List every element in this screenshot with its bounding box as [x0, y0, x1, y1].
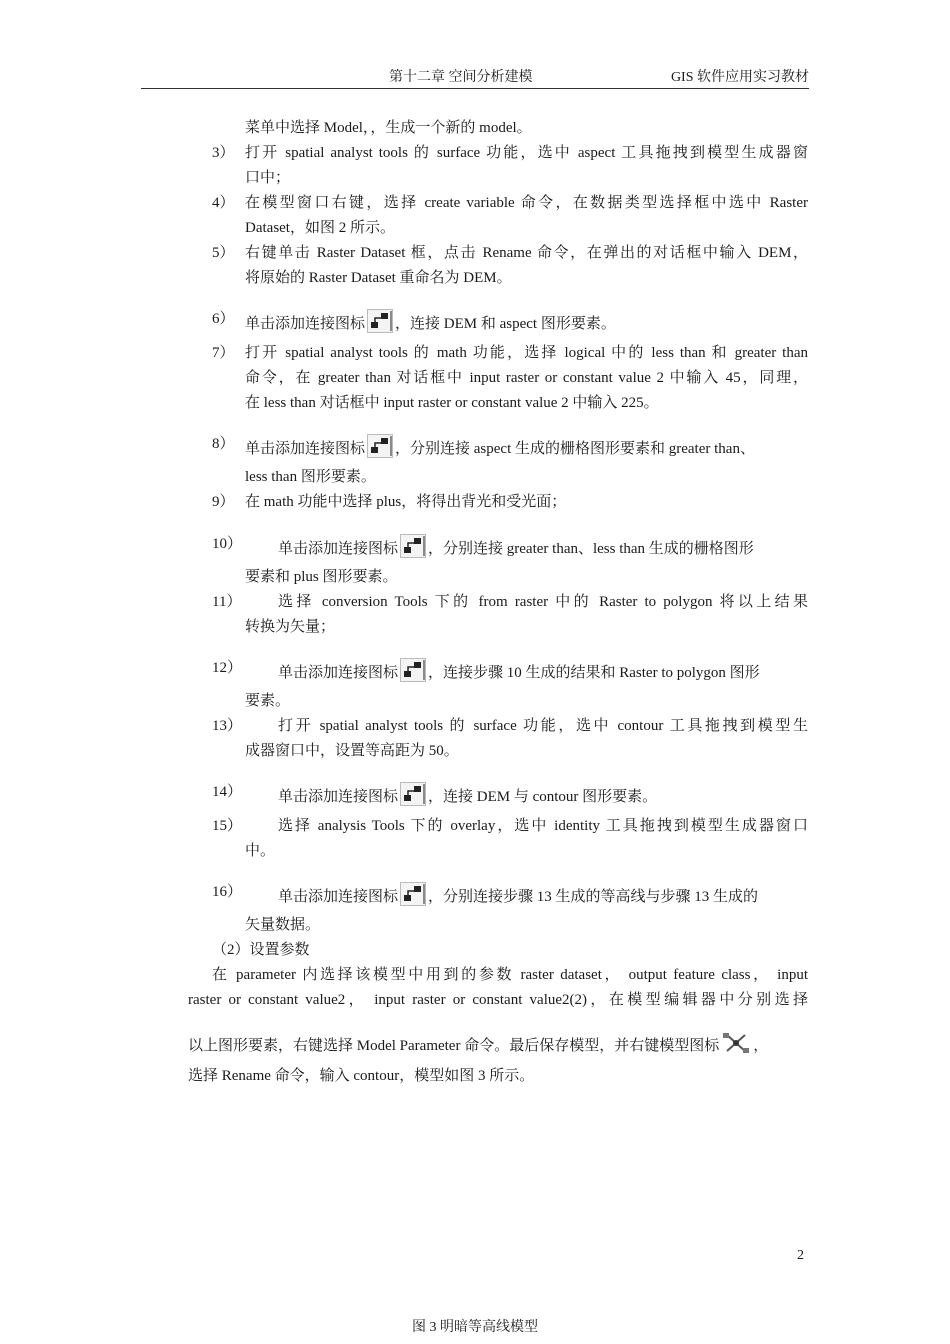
text-line: 转换为矢量；: [245, 619, 336, 635]
text-line: Dataset，如图 2 所示。: [245, 220, 395, 236]
step-number: 5）: [212, 245, 235, 261]
text-line: 在 less than 对话框中 input raster or constant value 2 中输入 225。: [245, 395, 659, 411]
text-line: 要素和 plus 图形要素。: [245, 569, 398, 585]
text-line: 选择 Rename 命令，输入 contour，模型如图 3 所示。: [188, 1068, 535, 1084]
text-segment: ，连接步骤 10 生成的结果和 Raster to polygon 图形: [428, 665, 760, 681]
step-number: 9）: [212, 494, 235, 510]
text-line: less than 图形要素。: [245, 469, 376, 485]
text-line: 成器窗口中，设置等高距为 50。: [245, 743, 459, 759]
text-line: [245, 309, 616, 334]
text-segment: 以上图形要素，右键选择 Model Parameter 命令。最后保存模型，并右键模型图标: [188, 1038, 720, 1054]
text-line: [188, 1031, 768, 1056]
text-line: 在模型窗口右键，选择 create variable 命令，在数据类型选择框中选中 Raster: [245, 195, 808, 211]
text-line: 选择 conversion Tools 下的 from raster 中的 Raster to polygon 将以上结果: [278, 594, 808, 610]
text-line: 菜单中选择 Model，，生成一个新的 model。: [245, 120, 532, 136]
text-segment: 单击添加连接图标: [278, 541, 399, 557]
add-connection-icon: [367, 434, 393, 458]
text-line: 选择 analysis Tools 下的 overlay，选中 identity 工具拖拽到模型生成器窗口: [278, 818, 808, 834]
text-line: [278, 882, 758, 907]
text-segment: ，: [753, 1038, 769, 1054]
text-line: 右键单击 Raster Dataset 框，点击 Rename 命令，在弹出的对话框中输入 DEM，: [245, 245, 808, 261]
text-line: [278, 534, 754, 559]
text-line: 在 math 功能中选择 plus，将得出背光和受光面；: [245, 494, 567, 510]
text-segment: 单击添加连接图标: [245, 316, 366, 332]
text-segment: ，连接 DEM 和 aspect 图形要素。: [395, 316, 616, 332]
text-line: 打开 spatial analyst tools 的 math 功能，选择 logical 中的 less than 和 greater than: [245, 345, 808, 361]
text-line: 矢量数据。: [245, 917, 321, 933]
text-segment: 单击添加连接图标: [278, 889, 399, 905]
step-number: 7）: [212, 345, 235, 361]
add-connection-icon: [400, 534, 426, 558]
text-line: 命令，在 greater than 对话框中 input raster or constant value 2 中输入 45，同理，: [245, 370, 808, 386]
add-connection-icon: [400, 882, 426, 906]
text-line: 中。: [245, 843, 276, 859]
text-line: [278, 658, 760, 683]
text-segment: 单击添加连接图标: [278, 789, 399, 805]
text-line: [278, 782, 657, 807]
book-title: GIS 软件应用实习教材: [670, 70, 809, 85]
text-segment: ，连接 DEM 与 contour 图形要素。: [428, 789, 658, 805]
add-connection-icon: [367, 309, 393, 333]
figure-caption: 图 3 明暗等高线模型: [412, 1320, 538, 1335]
text-segment: 单击添加连接图标: [278, 665, 399, 681]
add-connection-icon: [400, 658, 426, 682]
chapter-title: 第十二章 空间分析建模: [389, 70, 533, 85]
text-line: 在 parameter 内选择该模型中用到的参数 raster dataset， output feature class， input: [212, 967, 808, 983]
step-number: 15）: [212, 818, 243, 834]
step-number: 8）: [212, 436, 235, 452]
step-number: 14）: [212, 784, 243, 800]
text-segment: ，分别连接 aspect 生成的栅格图形要素和 greater than、: [395, 441, 755, 457]
step-number: 12）: [212, 660, 243, 676]
text-line: raster or constant value2， input raster or constant value2(2)，在模型编辑器中分别选择: [188, 992, 808, 1008]
step-number: 4）: [212, 195, 235, 211]
header-rule: [141, 88, 809, 89]
text-line: 将原始的 Raster Dataset 重命名为 DEM。: [245, 270, 512, 286]
page-number: 2: [797, 1248, 804, 1263]
text-segment: ，分别连接 greater than、less than 生成的栅格图形: [428, 541, 754, 557]
model-icon: [721, 1031, 751, 1055]
step-number: 13）: [212, 718, 243, 734]
page-header: [141, 66, 809, 88]
step-number: 3）: [212, 145, 235, 161]
step-number: 16）: [212, 884, 243, 900]
add-connection-icon: [400, 782, 426, 806]
text-line: [245, 434, 755, 459]
text-segment: 单击添加连接图标: [245, 441, 366, 457]
text-line: 打开 spatial analyst tools 的 surface 功能，选中 aspect 工具拖拽到模型生成器窗: [245, 145, 808, 161]
text-line: 要素。: [245, 693, 291, 709]
step-number: 11）: [212, 594, 242, 610]
text-segment: ，分别连接步骤 13 生成的等高线与步骤 13 生成的: [428, 889, 759, 905]
step-number: 6）: [212, 311, 235, 327]
text-line: 打开 spatial analyst tools 的 surface 功能，选中 contour 工具拖拽到模型生: [278, 718, 808, 734]
section-heading: （2）设置参数: [212, 942, 310, 958]
text-line: 口中；: [245, 170, 291, 186]
step-number: 10）: [212, 536, 243, 552]
